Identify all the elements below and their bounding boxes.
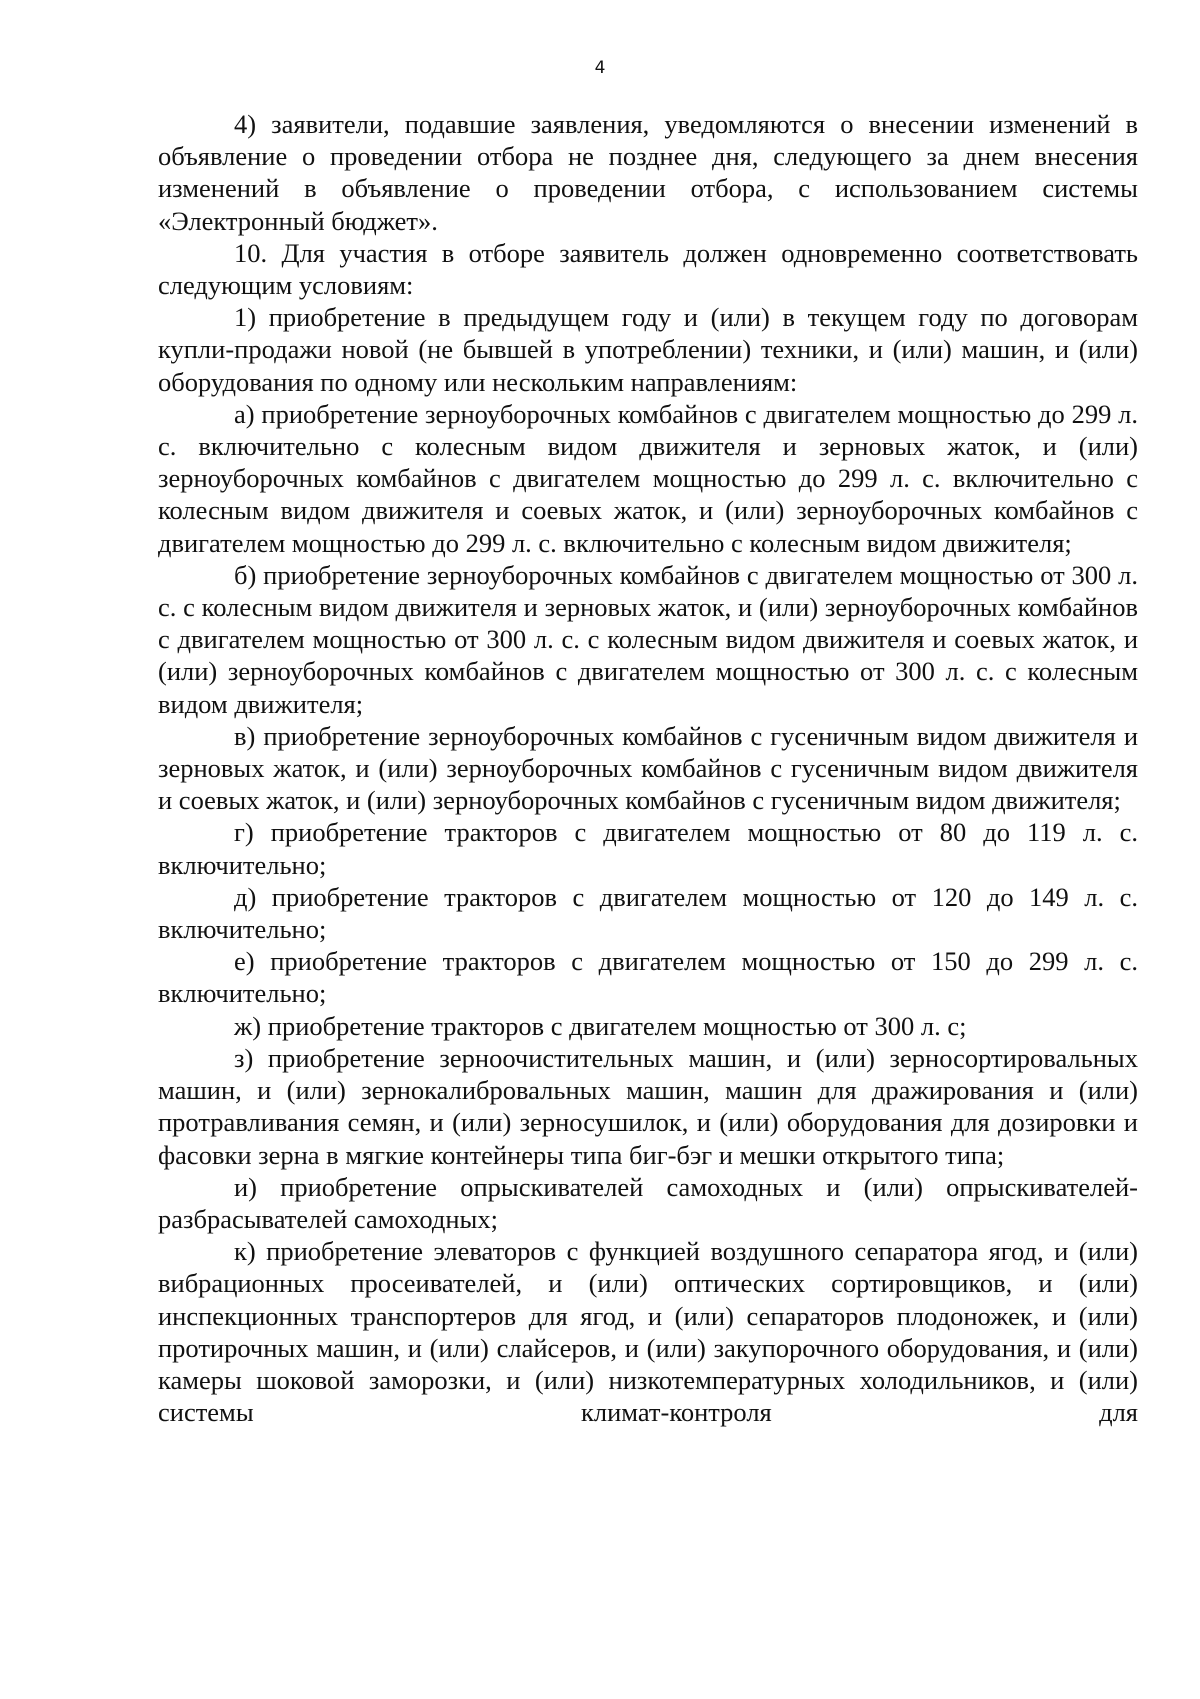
paragraph-item-k: к) приобретение элеваторов с функцией воздушного сепаратора ягод, и (или) вибрационных просеивателей, и (или) оптических сортировщиков, и (или) инспекционных транспортеров для ягод, и (или) сепараторов плодоножек, и (или) протирочных машин, и (или) слайсеров, и (или) закупорочного оборудования, и (или) камеры шоковой заморозки, и (или) низкотемпературных холодильников, и (или) системы климат-контроля для: [158, 1236, 1138, 1428]
paragraph-item-z: з) приобретение зерноочистительных машин, и (или) зерносортировальных машин, и (или) зернокалибровальных машин, машин для дражирования и (или) протравливания семян, и (или) зерносушилок, и (или) оборудования для дозировки и фасовки зерна в мягкие контейнеры типа биг-бэг и мешки открытого типа;: [158, 1042, 1138, 1170]
page-number: 4: [594, 58, 606, 78]
paragraph-item-zh: ж) приобретение тракторов с двигателем мощностью от 300 л. с;: [234, 1010, 967, 1041]
paragraph-condition-1: 1) приобретение в предыдущем году и (или) в текущем году по договорам купли-продажи новой (не бывшей в употреблении) техники, и (или) машин, и (или) оборудования по одному или нескольким направлениям:: [158, 302, 1138, 397]
paragraph-item-v: в) приобретение зерноуборочных комбайнов с гусеничным видом движителя и зерновых жаток, и (или) зерноуборочных комбайнов с гусеничным видом движителя и соевых жаток, и (или) зерноуборочных комбайнов с гусеничным видом движителя;: [158, 720, 1138, 816]
paragraph-item-i: и) приобретение опрыскивателей самоходных и (или) опрыскивателей-разбрасывателей самоходных;: [158, 1171, 1138, 1234]
paragraph-item-d: д) приобретение тракторов с двигателем мощностью от 120 до 149 л. с. включительно;: [158, 881, 1138, 945]
paragraph-item-g: г) приобретение тракторов с двигателем мощностью от 80 до 119 л. с. включительно;: [158, 817, 1138, 880]
paragraph-item-e: е) приобретение тракторов с двигателем мощностью от 150 до 299 л. с. включительно;: [158, 946, 1138, 1009]
paragraph-item-b: б) приобретение зерноуборочных комбайнов с двигателем мощностью от 300 л. с. с колесным видом движителя и зерновых жаток, и (или) зерноуборочных комбайнов с двигателем мощностью от 300 л. с. с колесным видом движителя и соевых жаток, и (или) зерноуборочных комбайнов с двигателем мощностью от 300 л. с. с колесным видом движителя;: [158, 559, 1138, 719]
paragraph-clause-9-4: 4) заявители, подавшие заявления, уведомляются о внесении изменений в объявление о проведении отбора не позднее дня, следующего за днем внесения изменений в объявление о проведении отбора, с использованием системы «Электронный бюджет».: [158, 109, 1138, 236]
paragraph-item-a: а) приобретение зерноуборочных комбайнов с двигателем мощностью до 299 л. с. включительно с колесным видом движителя и зерновых жаток, и (или) зерноуборочных комбайнов с двигателем мощностью до 299 л. с. включительно с колесным видом движителя и соевых жаток, и (или) зерноуборочных комбайнов с двигателем мощностью до 299 л. с. включительно с колесным видом движителя;: [158, 398, 1138, 558]
document-body: [158, 108, 1138, 1428]
paragraph-clause-10: 10. Для участия в отборе заявитель должен одновременно соответствовать следующим условиям:: [158, 237, 1138, 301]
